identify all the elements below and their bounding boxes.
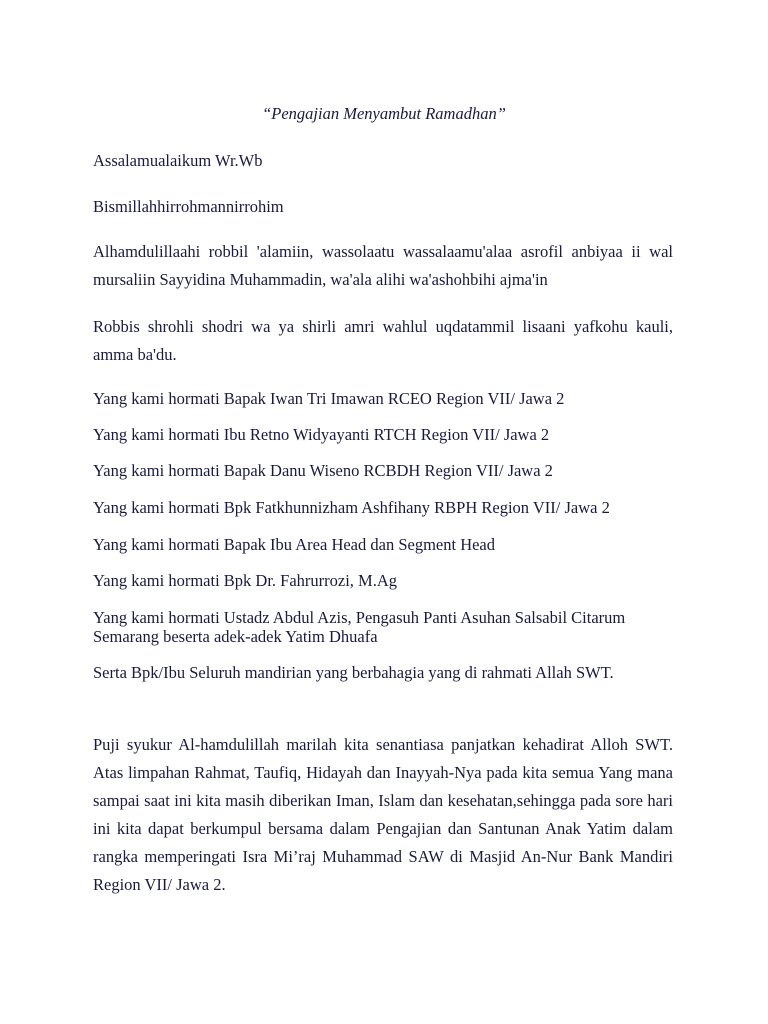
basmalah: Bismillahhirrohmannirrohim <box>93 197 284 216</box>
document-title: “Pengajian Menyambut Ramadhan” <box>262 104 506 123</box>
audience-greeting: Serta Bpk/Ibu Seluruh mandirian yang berbahagia yang di rahmati Allah SWT. <box>93 663 614 682</box>
honorific-line: Yang kami hormati Bapak Danu Wiseno RCBDH Region VII/ Jawa 2 <box>93 461 553 480</box>
honorific-line: Yang kami hormati Bpk Fatkhunnizham Ashfihany RBPH Region VII/ Jawa 2 <box>93 498 610 517</box>
robbis-prayer: Robbis shrohli shodri wa ya shirli amri wahlul uqdatammil lisaani yafkohu kauli, amma ba'du. <box>93 317 673 364</box>
greeting: Assalamualaikum Wr.Wb <box>93 151 263 170</box>
honorific-line: Yang kami hormati Ibu Retno Widyayanti RTCH Region VII/ Jawa 2 <box>93 425 550 444</box>
honorific-line: Yang kami hormati Bpk Dr. Fahrurrozi, M.Ag <box>93 571 398 590</box>
honorific-line: Yang kami hormati Bapak Ibu Area Head dan Segment Head <box>93 535 496 554</box>
gratitude-paragraph: Puji syukur Al-hamdulillah marilah kita senantiasa panjatkan kehadirat Alloh SWT. Atas limpahan Rahmat, Taufiq, Hidayah dan Inayyah-Nya pada kita semua Yang mana sampai saat ini kita masih diberikan Iman, Islam dan kesehatan,sehingga pada sore hari ini kita dapat berkumpul bersama dalam Pengajian dan Santunan Anak Yatim dalam rangka memperingati Isra Mi’raj Muhammad SAW di Masjid An-Nur Bank Mandiri Region VII/ Jawa 2. <box>93 735 673 894</box>
honorific-line: Yang kami hormati Bapak Iwan Tri Imawan RCEO Region VII/ Jawa 2 <box>93 389 565 408</box>
honorific-line: Yang kami hormati Ustadz Abdul Azis, Pengasuh Panti Asuhan Salsabil Citarum Semarang beserta adek-adek Yatim Dhuafa <box>93 608 626 646</box>
opening-prayer: Alhamdulillaahi robbil 'alamiin, wassolaatu wassalaamu'alaa asrofil anbiyaa ii wal mursaliin Sayyidina Muhammadin, wa'ala alihi wa'ashohbihi ajma'in <box>93 242 673 289</box>
